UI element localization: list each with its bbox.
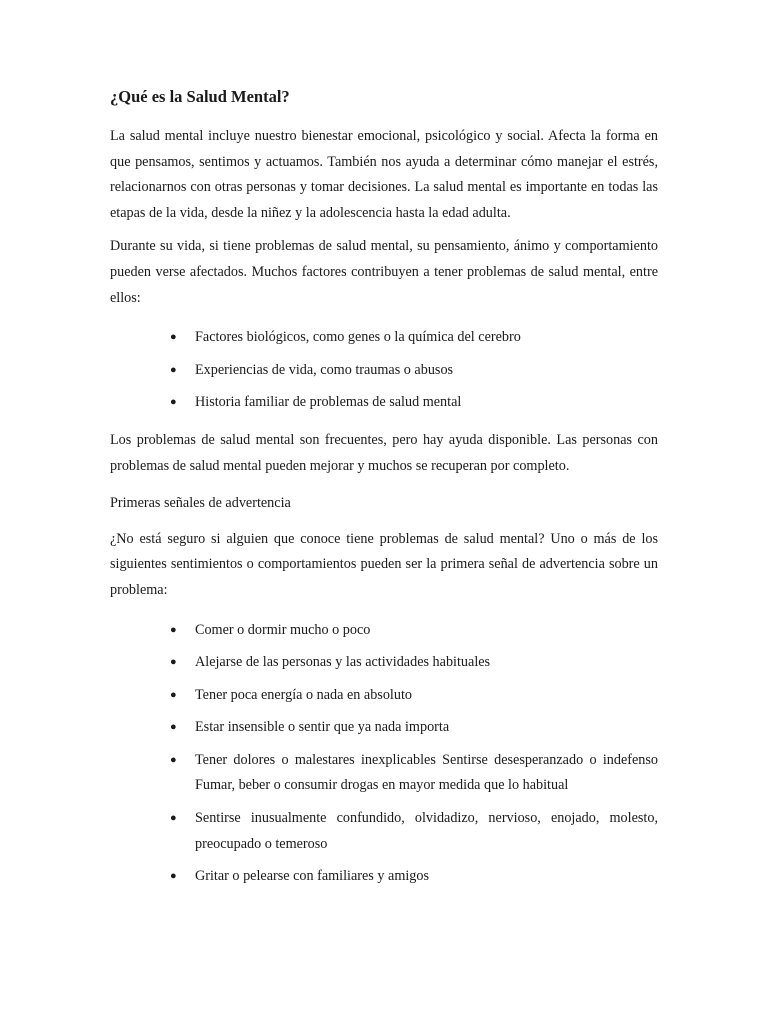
list-item [110, 806, 658, 857]
bullet-icon: ● [170, 656, 177, 669]
list-item-text: Estar insensible o sentir que ya nada importa [195, 719, 450, 736]
document-page [110, 84, 658, 902]
list-item [110, 864, 658, 890]
list-item-text: Factores biológicos, como genes o la química del cerebro [195, 329, 521, 346]
list-item [110, 650, 658, 676]
list-item [110, 748, 658, 799]
list-item-text: Historia familiar de problemas de salud mental [195, 394, 462, 411]
bullet-icon: ● [170, 753, 177, 766]
list-item [110, 325, 658, 351]
list-item [110, 390, 658, 416]
bullet-icon: ● [170, 812, 177, 825]
bullet-icon: ● [170, 396, 177, 409]
help-paragraph: Los problemas de salud mental son frecuentes, pero hay ayuda disponible. Las personas con problemas de salud mental pueden mejorar y muchos se recuperan por completo. [110, 431, 658, 474]
list-item [110, 683, 658, 709]
document-title: ¿Qué es la Salud Mental? [110, 87, 290, 106]
bullet-icon: ● [170, 363, 177, 376]
warning-signs-list [110, 618, 658, 890]
bullet-icon: ● [170, 688, 177, 701]
list-item [110, 715, 658, 741]
section-subheading: Primeras señales de advertencia [110, 495, 291, 512]
list-item-text: Alejarse de las personas y las actividades habituales [195, 654, 491, 671]
bullet-icon: ● [170, 721, 177, 734]
intro-paragraph: La salud mental incluye nuestro bienestar emocional, psicológico y social. Afecta la forma en que pensamos, sentimos y actuamos. También nos ayuda a determinar cómo manejar el estrés, relacionarnos con otras personas y tomar decisiones. La salud mental es importante en todas las etapas de la vida, desde la niñez y la adolescencia hasta la edad adulta. [110, 128, 658, 221]
bullet-icon: ● [170, 870, 177, 883]
list-item-text: Gritar o pelearse con familiares y amigos [195, 868, 430, 885]
list-item-text: Experiencias de vida, como traumas o abusos [195, 361, 454, 378]
list-item-text: Tener poca energía o nada en absoluto [195, 686, 412, 703]
list-item [110, 618, 658, 644]
list-item-text: Sentirse inusualmente confundido, olvidadizo, nervioso, enojado, molesto, preocupado o temeroso [195, 810, 658, 852]
list-item-text: Tener dolores o malestares inexplicables Sentirse desesperanzado o indefenso Fumar, beber o consumir drogas en mayor medida que lo habitual [195, 751, 658, 794]
warning-intro-paragraph: ¿No está seguro si alguien que conoce tiene problemas de salud mental? Uno o más de los siguientes sentimientos o comportamientos pueden ser la primera señal de advertencia sobre un problema: [110, 530, 658, 598]
factors-list [110, 325, 658, 416]
factors-intro-paragraph: Durante su vida, si tiene problemas de salud mental, su pensamiento, ánimo y comportamiento pueden verse afectados. Muchos factores contribuyen a tener problemas de salud mental, entre ellos: [110, 238, 658, 306]
list-item [110, 358, 658, 384]
bullet-icon: ● [170, 623, 177, 636]
bullet-icon: ● [170, 331, 177, 344]
list-item-text: Comer o dormir mucho o poco [195, 621, 371, 638]
